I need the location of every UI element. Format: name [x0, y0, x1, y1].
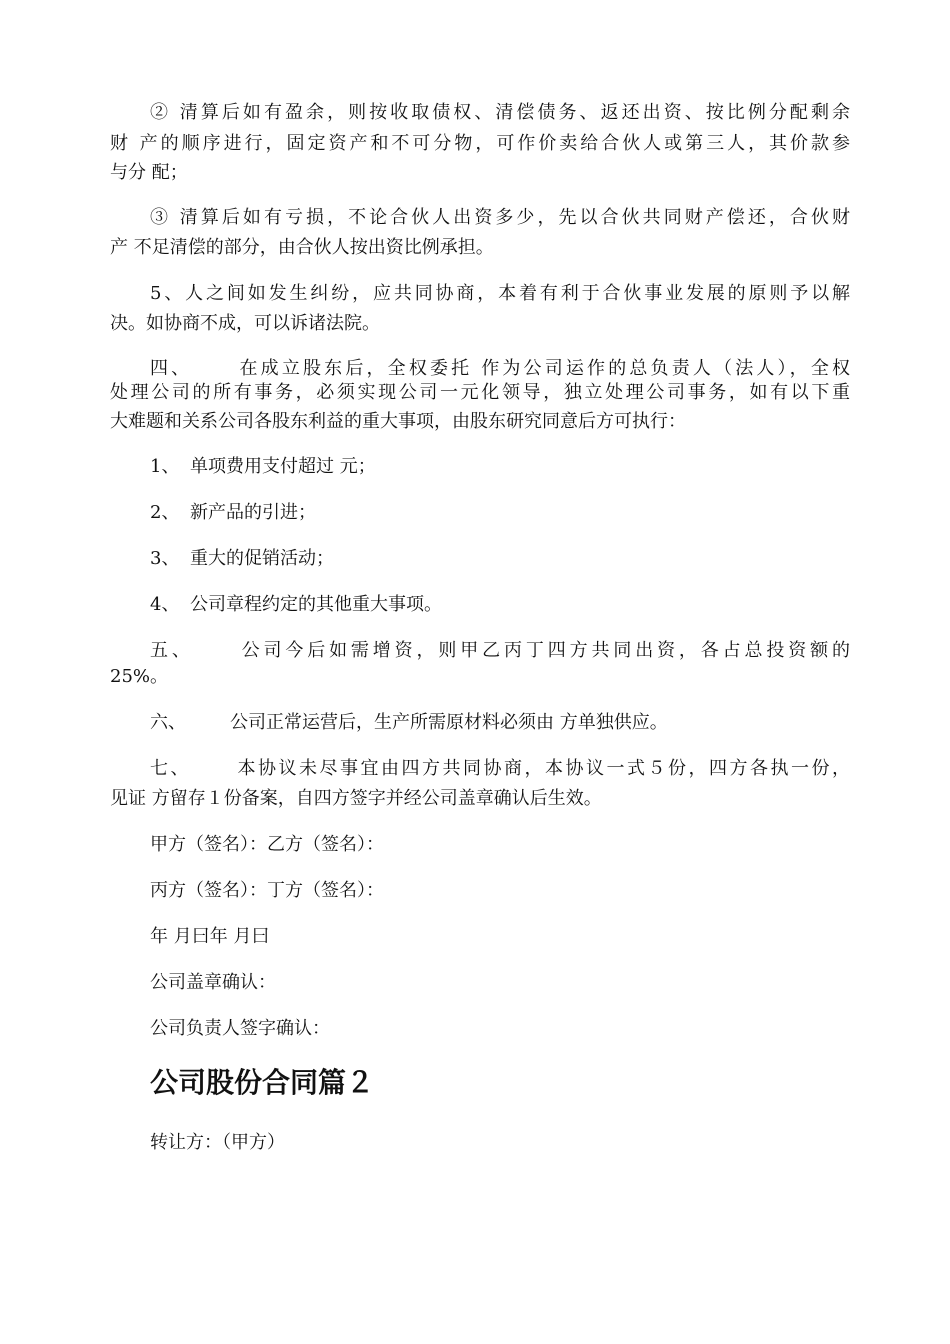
loss-clause-line-1: ③ 清算后如有亏损，不论合伙人出资多少，先以合伙共同财产偿还，合伙财 [150, 207, 850, 228]
surplus-clause-line-1: ② 清算后如有盈余，则按收取债权、清偿债务、返还出资、按比例分配剩余 [150, 102, 850, 123]
list-item-text: 重大的促销活动； [190, 548, 334, 569]
clause-five-number: 五、 [150, 640, 194, 661]
clause-six-line-1 [110, 708, 850, 738]
clause-five-text: 公司今后如需增资，则甲乙丙丁四方共同出资，各占总投资额的 [237, 640, 850, 661]
list-item [110, 544, 850, 574]
clause-four-line-2: 处理公司的所有事务，必须实现公司一元化领导，独立处理公司事务，如有以下重 [110, 382, 850, 403]
clause-seven-text: 本协议未尽事宜由四方共同协商，本协议一式５份，四方各执一份， [235, 758, 850, 779]
list-item-number: 4、 [150, 594, 180, 615]
signature-party-cd: 丙方（签名）：丁方（签名）： [150, 880, 384, 901]
list-item-text: 公司章程约定的其他重大事项。 [190, 594, 442, 615]
transferor-label: 转让方：（甲方） [150, 1132, 285, 1153]
clause-five-line-2: 25%。 [110, 666, 169, 687]
list-item [110, 452, 850, 482]
clause-four-line-3: 大难题和关系公司各股东利益的重大事项，由股东研究同意后方可执行： [110, 411, 686, 432]
list-item-text: 单项费用支付超过 元； [190, 456, 376, 477]
surplus-clause-line-2: 财 产的顺序进行，固定资产和不可分物，可作价卖给合伙人或第三人，其价款参 [110, 133, 850, 154]
dispute-clause-line-2: 决。如协商不成，可以诉诸法院。 [110, 313, 380, 334]
list-item-number: 2、 [150, 502, 180, 523]
list-item-number: 3、 [150, 548, 180, 569]
list-item [110, 590, 850, 620]
list-item [110, 498, 850, 528]
list-item-text: 新产品的引进； [190, 502, 316, 523]
signature-party-ab: 甲方（签名）：乙方（签名）： [150, 834, 384, 855]
clause-seven-number: 七、 [150, 758, 191, 779]
clause-seven-line-2: 见证 方留存１份备案，自四方签字并经公司盖章确认后生效。 [110, 788, 602, 809]
clause-four-text: 在成立股东后，全权委托 作为公司运作的总负责人（法人），全权 [236, 358, 850, 379]
clause-six-number: 六、 [150, 712, 186, 733]
surplus-clause-line-3: 与分 配； [110, 162, 188, 183]
clause-six-text: 公司正常运营后，生产所需原材料必须由 方单独供应。 [230, 712, 668, 733]
clause-seven-line-1 [110, 754, 850, 784]
signature-date: 年 月曰年 月曰 [150, 926, 270, 947]
list-item-number: 1、 [150, 456, 180, 477]
clause-four-number: 四、 [150, 358, 193, 379]
dispute-clause-line-1: 5、人之间如发生纠纷，应共同协商，本着有利于合伙事业发展的原则予以解 [150, 283, 850, 304]
loss-clause-line-2: 产 不足清偿的部分，由合伙人按出资比例承担。 [110, 237, 494, 258]
section-heading: 公司股份合同篇２ [150, 1066, 375, 1099]
company-head-sign-confirm: 公司负责人签字确认： [150, 1018, 330, 1039]
company-seal-confirm: 公司盖章确认： [150, 972, 276, 993]
